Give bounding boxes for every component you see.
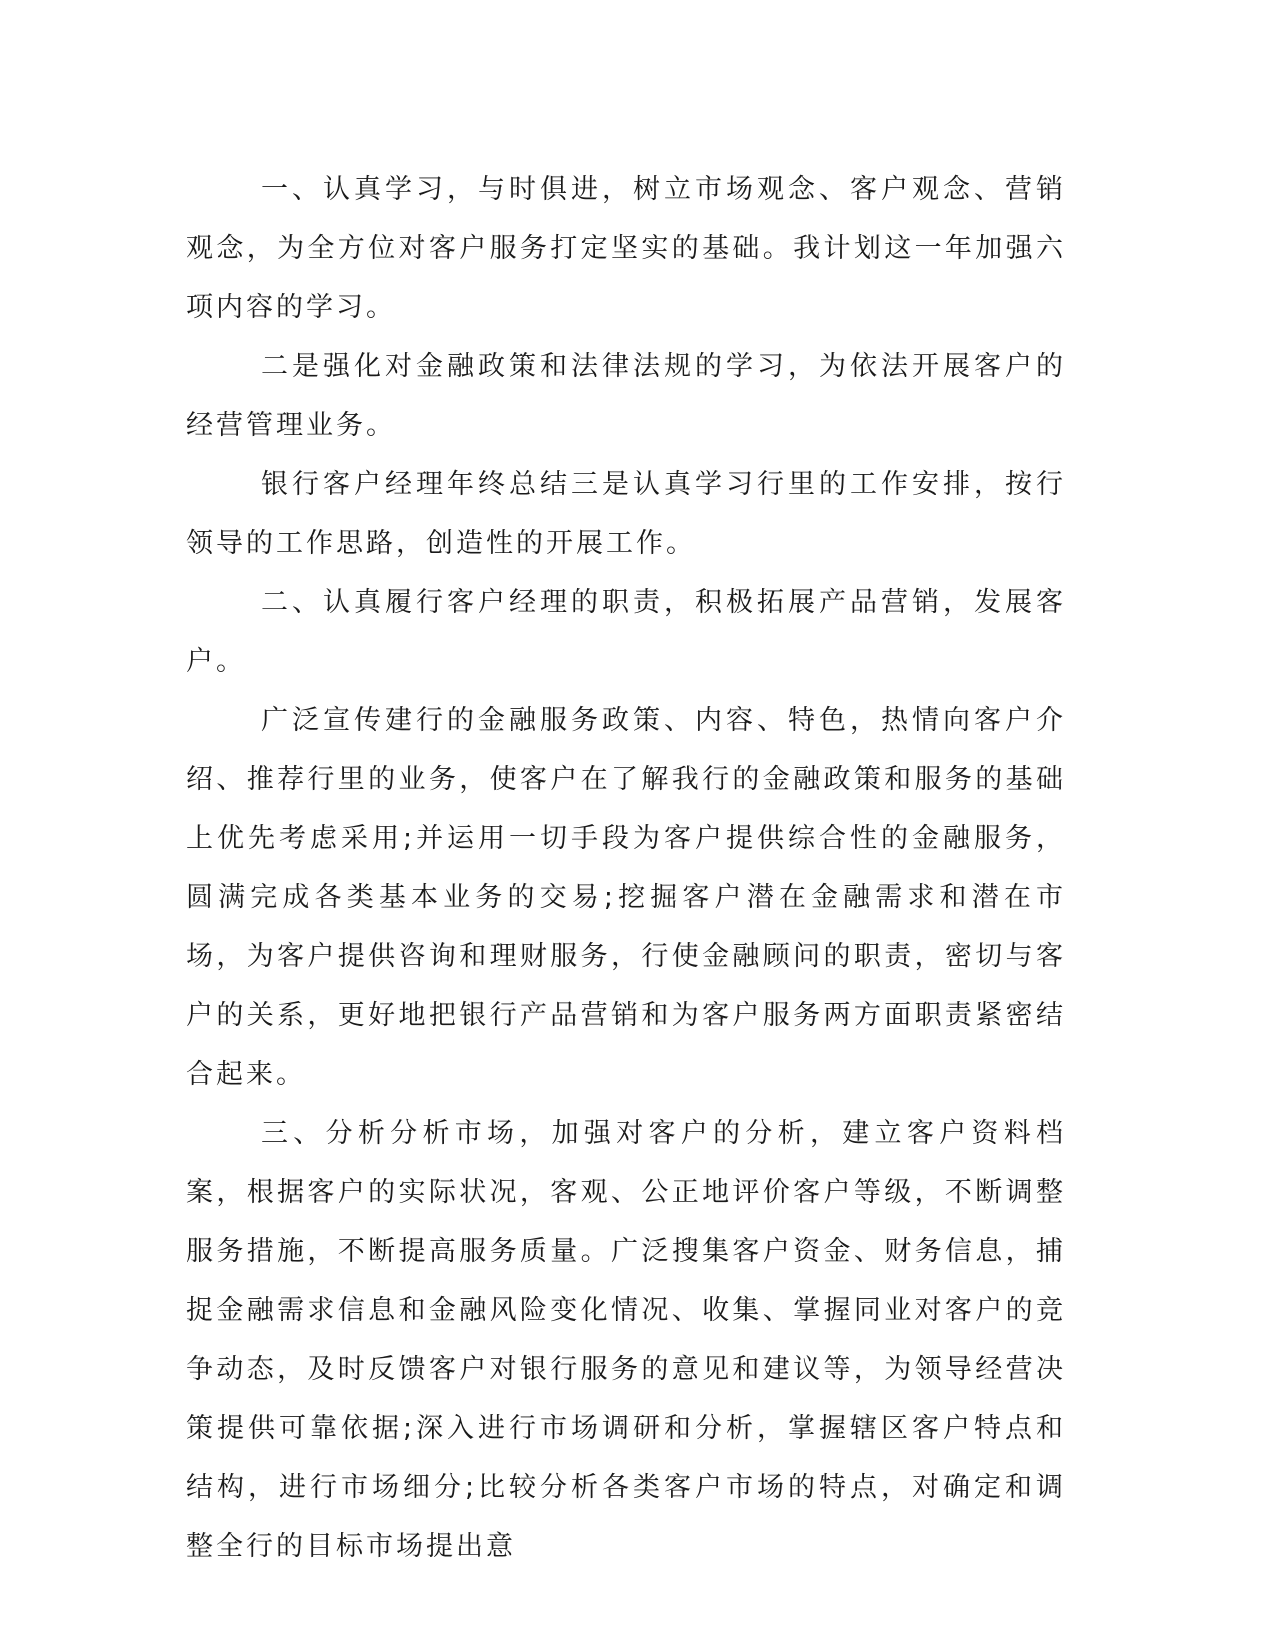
paragraph-study: 一、认真学习，与时俱进，树立市场观念、客户观念、营销观念，为全方位对客户服务打定坚实的基础。我计划这一年加强六项内容的学习。	[186, 174, 1066, 323]
paragraph-manager-duties: 二、认真履行客户经理的职责，积极拓展产品营销，发展客户。	[186, 587, 1066, 677]
paragraph-policy-study: 二是强化对金融政策和法律法规的学习，为依法开展客户的经营管理业务。	[186, 351, 1066, 441]
paragraph-market-analysis: 三、分析分析市场，加强对客户的分析，建立客户资料档案，根据客户的实际状况，客观、公正地评价客户等级，不断调整服务措施，不断提高服务质量。广泛搜集客户资金、财务信息，捕捉金融需求信息和金融风险变化情况、收集、掌握同业对客户的竞争动态，及时反馈客户对银行服务的意见和建议等，为领导经营决策提供可靠依据;深入进行市场调研和分析，掌握辖区客户特点和结构，进行市场细分;比较分析各类客户市场的特点，对确定和调整全行的目标市场提出意	[186, 1118, 1066, 1562]
paragraph-promotion: 广泛宣传建行的金融服务政策、内容、特色，热情向客户介绍、推荐行里的业务，使客户在了解我行的金融政策和服务的基础上优先考虑采用;并运用一切手段为客户提供综合性的金融服务，圆满完成各类基本业务的交易;挖掘客户潜在金融需求和潜在市场，为客户提供咨询和理财服务，行使金融顾问的职责，密切与客户的关系，更好地把银行产品营销和为客户服务两方面职责紧密结合起来。	[186, 705, 1066, 1090]
document-body	[186, 160, 1066, 1576]
paragraph-work-arrangement: 银行客户经理年终总结三是认真学习行里的工作安排，按行领导的工作思路，创造性的开展工作。	[186, 469, 1066, 559]
